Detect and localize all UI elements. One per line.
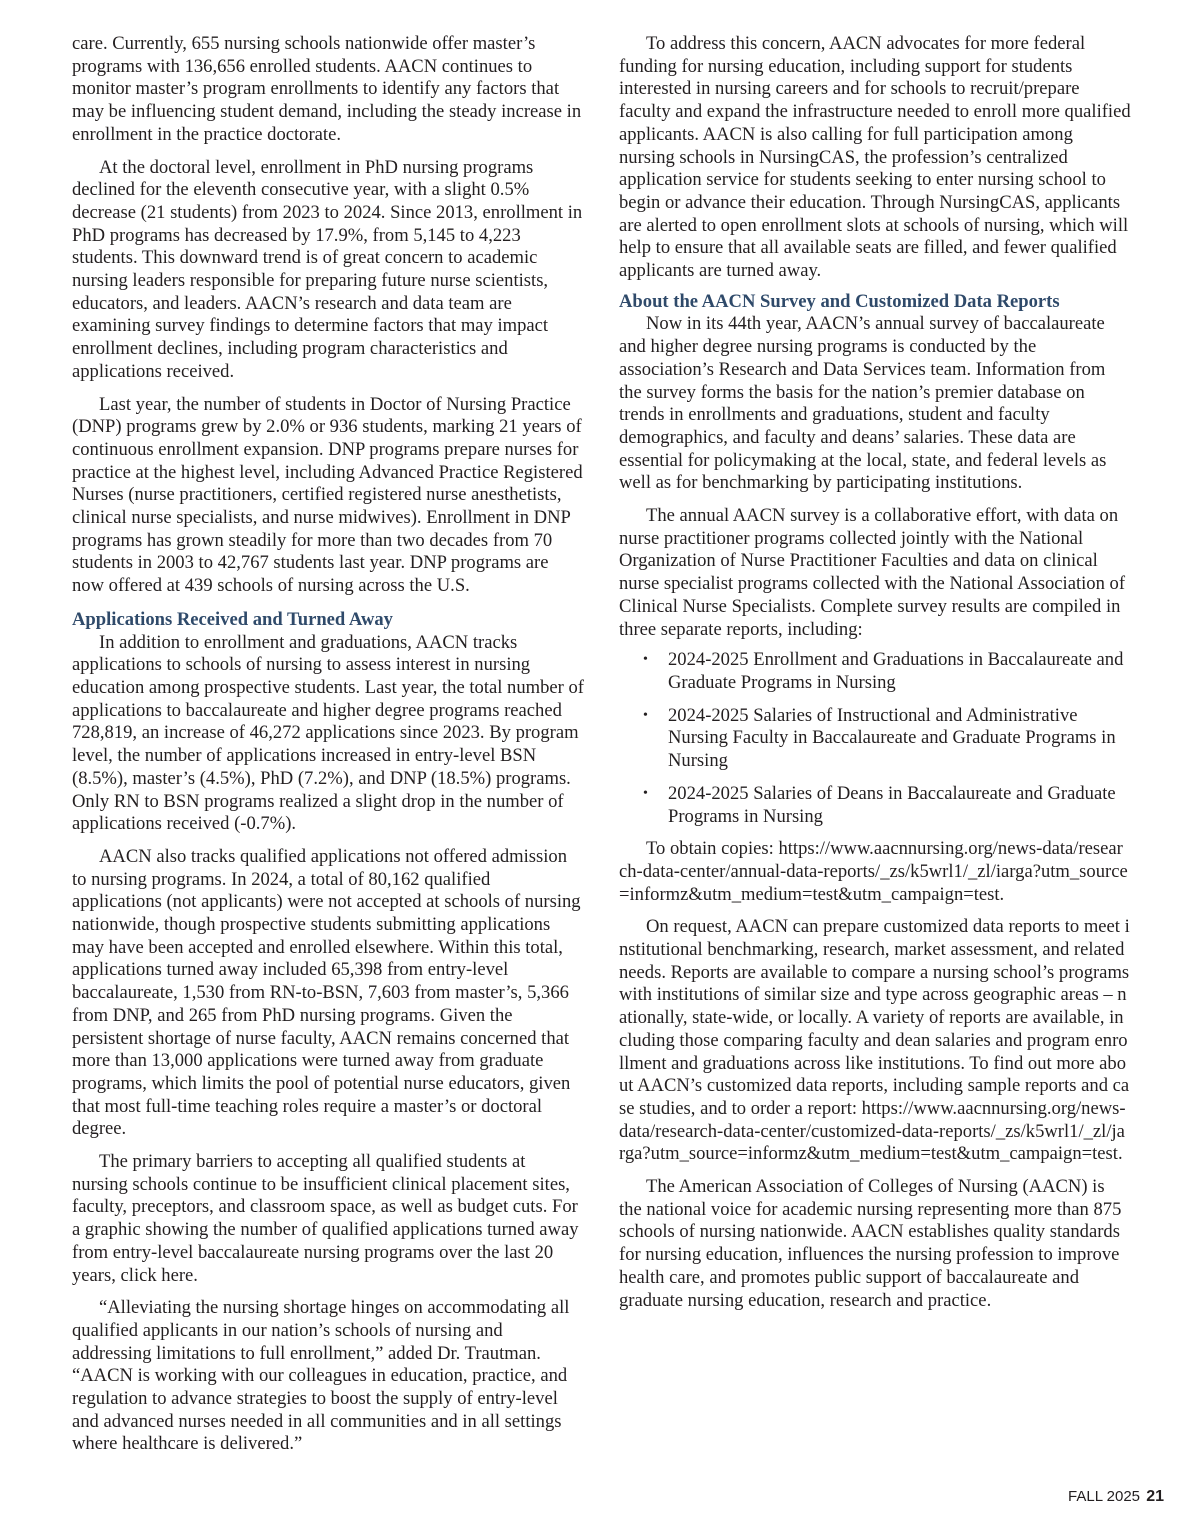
bullet-icon: • <box>643 785 648 801</box>
section-heading: About the AACN Survey and Customized Data Reports <box>619 290 1060 312</box>
paragraph: The American Association of Colleges of Nursing (AACN) is the national voice for academic nursing representing more than 875 schools of nursing nationwide. AACN establishes quality standards for nursing education, influences the nursing profession to improve health care, and promotes public support of baccalaureate and graduate nursing education, research and practice. <box>619 1176 1122 1311</box>
paragraph: care. Currently, 655 nursing schools nationwide offer master’s programs with 136,656 enrolled students. AACN continues to monitor master’s program enrollments to identify any factors that may be influencing student demand, including the steady increase in enrollment in the practice doctorate. <box>72 33 582 145</box>
paragraph: To address this concern, AACN advocates for more federal funding for nursing education, including support for students interested in nursing careers and for schools to recruit/prepare faculty and expand the infrastructure needed to enroll more qualified applicants. AACN is also calling for full participation among nursing schools in NursingCAS, the profession’s centralized application service for students seeking to enter nursing school to begin or advance their education. Through NursingCAS, applicants are alerted to open enrollment slots at schools of nursing, which will help to ensure that all available seats are filled, and fewer qualified applicants are turned away. <box>619 33 1131 282</box>
section-heading: Applications Received and Turned Away <box>72 608 393 630</box>
list-item: • 2024-2025 Enrollment and Graduations in Baccalaureate and Graduate Programs in Nursing <box>643 649 1124 693</box>
issue-label: FALL 2025 <box>1068 1488 1141 1505</box>
paragraph-copies-link: To obtain copies: https://www.aacnnursing.org/news-data/research-data-center/annual-data-reports/_zs/k5wrl1/_zl/iarga?utm_source=informz&utm_medium=test&utm_campaign=test. <box>619 838 1128 905</box>
left-column <box>72 33 584 1466</box>
page-number: 21 <box>1146 1488 1164 1505</box>
bullet-icon: • <box>643 707 648 723</box>
paragraph: Now in its 44th year, AACN’s annual survey of baccalaureate and higher degree nursing programs is conducted by the association’s Research and Data Services team. Information from the survey forms the basis for the nation’s premier database on trends in enrollments and graduations, student and faculty demographics, and faculty and deans’ salaries. These data are essential for policymaking at the local, state, and federal levels as well as for benchmarking by participating institutions. <box>619 313 1107 494</box>
list-item: • 2024-2025 Salaries of Instructional and Administrative Nursing Faculty in Baccalaureate and Graduate Programs in Nursing <box>643 704 1116 772</box>
list-item: • 2024-2025 Salaries of Deans in Baccalaureate and Graduate Programs in Nursing <box>643 782 1116 827</box>
paragraph: On request, AACN can prepare customized data reports to meet institutional benchmarking, research, market assessment, and related needs. Reports are available to compare a nursing school’s programs with institutions of similar size and type across geographic areas – nationally, state-wide, or locally. A variety of reports are available, including those comparing faculty and dean salaries and program enrollment and graduations across like institutions. To find out more about AACN’s customized data reports, including sample reports and case studies, and to order a report: https://www.aacnnursing.org/news-data/research-data-center/customized-data-reports/_zs/k5wrl1/_zl/jarga?utm_source=informz&utm_medium=test&utm_campaign=test. <box>619 916 1130 1165</box>
paragraph: At the doctoral level, enrollment in PhD nursing programs declined for the eleventh consecutive year, with a slight 0.5% decrease (21 students) from 2023 to 2024. Since 2013, enrollment in PhD programs has decreased by 17.9%, from 5,145 to 4,223 students. This downward trend is of great concern to academic nursing leaders responsible for preparing future nurse scientists, educators, and leaders. AACN’s research and data team are examining survey findings to determine factors that may impact enrollment declines, including program characteristics and applications received. <box>72 156 583 382</box>
quote-paragraph: “Alleviating the nursing shortage hinges on accommodating all qualified applicants in our nation’s schools of nursing and addressing limitations to full enrollment,” added Dr. Trautman. “AACN is working with our colleagues in education, practice, and regulation to advance strategies to boost the supply of entry-level and advanced nurses needed in all communities and in all settings where healthcare is delivered.” <box>72 1297 570 1455</box>
page-footer <box>1068 1488 1164 1506</box>
report-list <box>619 649 1131 828</box>
right-column <box>619 33 1131 1322</box>
bullet-icon: • <box>643 652 648 668</box>
paragraph: AACN also tracks qualified applications not offered admission to nursing programs. In 2024, a total of 80,162 qualified applications (not applicants) were not accepted at schools of nursing nationwide, though prospective students submitting applications may have been accepted and enrolled elsewhere. Within this total, applications turned away included 65,398 from entry-level baccalaureate, 1,530 from RN-to-BSN, 7,603 from master’s, 5,366 from DNP, and 265 from PhD nursing programs. Given the persistent shortage of nurse faculty, AACN remains concerned that more than 13,000 applications were turned away from graduate programs, which limits the pool of potential nurse educators, given that most full-time teaching roles require a master’s or doctoral degree. <box>72 845 581 1140</box>
paragraph: The primary barriers to accepting all qualified students at nursing schools continue to be insufficient clinical placement sites, faculty, preceptors, and classroom space, as well as budget cuts. For a graphic showing the number of qualified applications turned away from entry-level baccalaureate nursing programs over the last 20 years, click here. <box>72 1151 579 1286</box>
paragraph: The annual AACN survey is a collaborative effort, with data on nurse practitioner programs collected jointly with the National Organization of Nurse Practitioner Faculties and data on clinical nurse specialist programs collected with the National Association of Clinical Nurse Specialists. Complete survey results are compiled in three separate reports, including: <box>619 505 1126 640</box>
paragraph: In addition to enrollment and graduations, AACN tracks applications to schools of nursing to assess interest in nursing education among prospective students. Last year, the total number of applications to baccalaureate and higher degree programs reached 728,819, an increase of 46,272 applications since 2023. By program level, the number of applications increased in entry-level BSN (8.5%), master’s (4.5%), PhD (7.2%), and DNP (18.5%) programs. Only RN to BSN programs realized a slight drop in the number of applications received (-0.7%). <box>72 631 584 835</box>
paragraph: Last year, the number of students in Doctor of Nursing Practice (DNP) programs grew by 2.0% or 936 students, marking 21 years of continuous enrollment expansion. DNP programs prepare nurses for practice at the highest level, including Advanced Practice Registered Nurses (nurse practitioners, certified registered nurse anesthetists, clinical nurse specialists, and nurse midwives). Enrollment in DNP programs has grown steadily for more than two decades from 70 students in 2003 to 42,767 students last year. DNP programs are now offered at 439 schools of nursing across the U.S. <box>72 393 583 597</box>
